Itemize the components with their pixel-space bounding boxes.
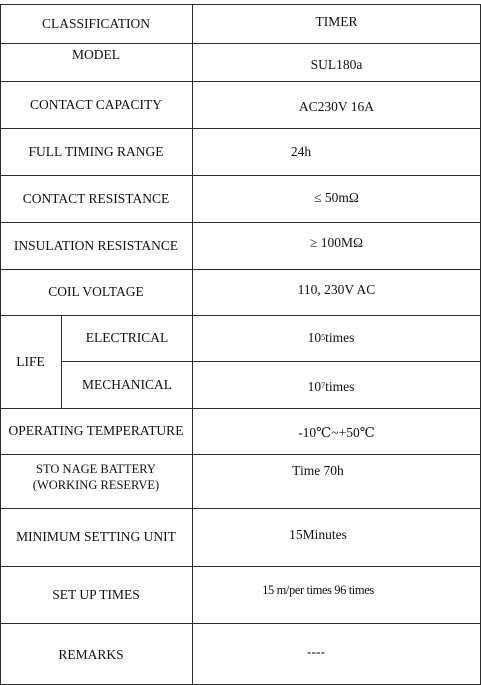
full-timing-range-value: 24h	[290, 143, 312, 159]
operating-temperature-label: OPERATING TEMPERATURE	[8, 423, 184, 439]
storage-battery-label	[0, 455, 192, 501]
electrical-base: 10	[307, 330, 322, 346]
full-timing-range-label: FULL TIMING RANGE	[28, 143, 164, 159]
life-label: LIFE	[16, 353, 45, 369]
minimum-setting-unit-label: MINIMUM SETTING UNIT	[16, 529, 176, 545]
coil-voltage-label: COIL VOLTAGE	[48, 284, 144, 300]
operating-temperature-value: -10℃~+50℃	[298, 425, 375, 441]
mechanical-unit: times	[325, 378, 355, 394]
storage-battery-label-line2: (WORKING RESERVE)	[32, 478, 160, 492]
contact-capacity-value: AC230V 16A	[298, 98, 375, 114]
remarks-label: REMARKS	[58, 647, 124, 663]
mechanical-base: 10	[307, 378, 322, 394]
life-mechanical-label: MECHANICAL	[82, 376, 172, 392]
classification-label: CLASSIFICATION	[41, 15, 150, 31]
set-up-times-label: SET UP TIMES	[52, 586, 140, 602]
model-label: MODEL	[72, 47, 120, 62]
electrical-unit: times	[325, 330, 355, 346]
insulation-resistance-label: INSULATION RESISTANCE	[13, 237, 179, 253]
set-up-times-value: 15 m/per times 96 times	[262, 583, 374, 598]
life-electrical-value: 10 $^5$ times	[307, 330, 355, 346]
life-electrical-label: ELECTRICAL	[85, 330, 169, 346]
row-divider	[0, 43, 481, 44]
contact-resistance-value: ≤ 50mΩ	[314, 189, 359, 205]
coil-voltage-value: 110, 230V AC	[297, 282, 376, 298]
insulation-resistance-value: ≥ 100MΩ	[309, 234, 364, 250]
minimum-setting-unit-value: 15Minutes	[289, 527, 347, 543]
model-value: SUL180a	[310, 57, 363, 73]
storage-battery-label-line1: STO NAGE BATTERY	[36, 462, 156, 477]
contact-capacity-label: CONTACT CAPACITY	[29, 96, 163, 112]
life-mechanical-value: 10 $^7$ times	[307, 378, 355, 394]
contact-resistance-label: CONTACT RESISTANCE	[22, 190, 170, 206]
remarks-value: ----	[307, 644, 325, 660]
classification-value: TIMER	[315, 14, 358, 29]
storage-battery-value: Time 70h	[292, 463, 344, 478]
